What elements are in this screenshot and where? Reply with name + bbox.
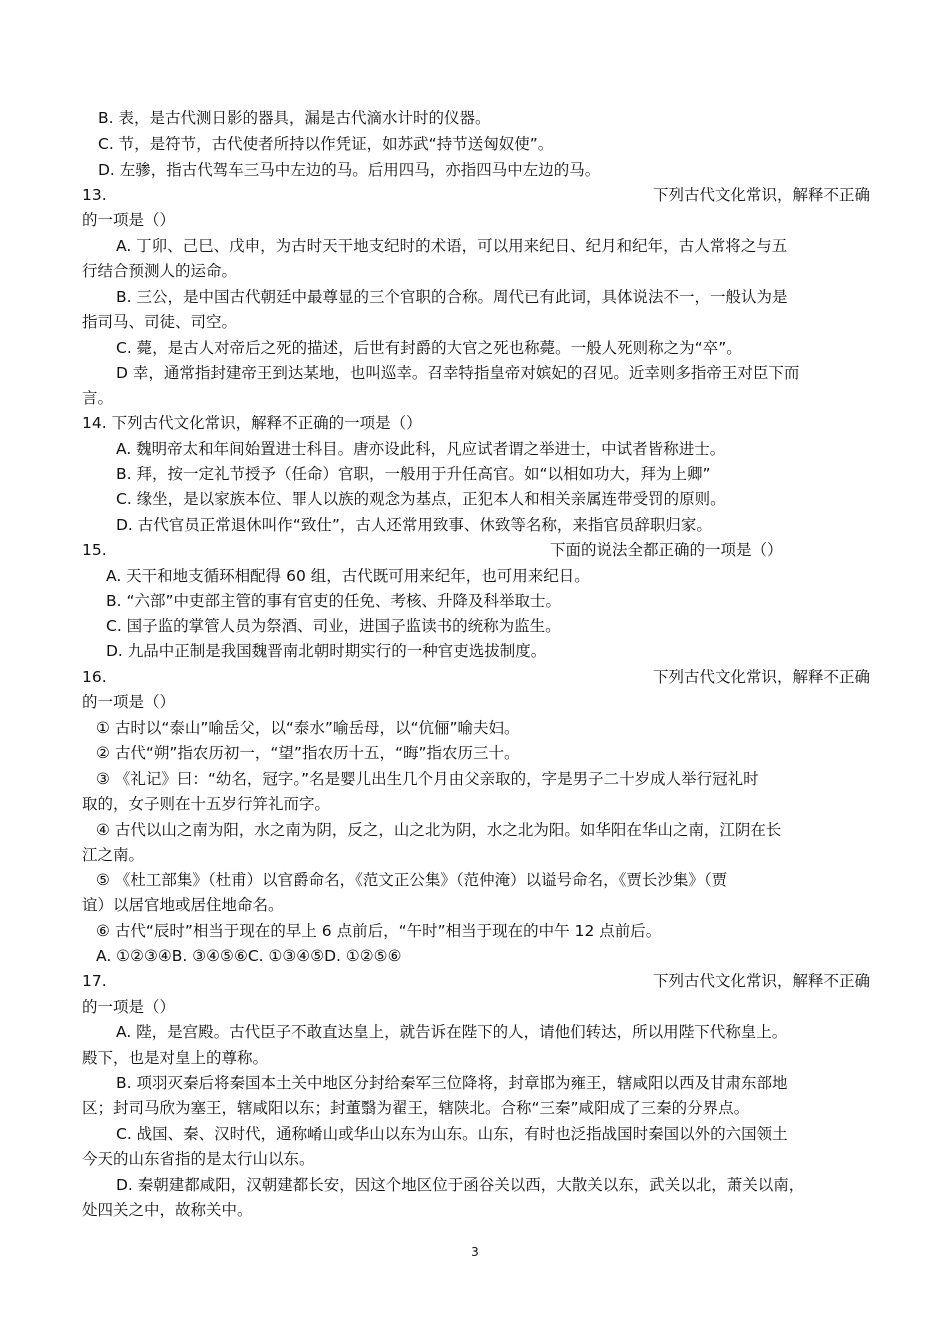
option-line: 言。: [82, 389, 114, 407]
option-line: A. 魏明帝太和年间始置进士科目。唐亦设此科，凡应试者谓之举进士，中试者皆称进士。: [116, 440, 726, 458]
option-line: A. 丁卯、己巳、戊申，为古时天干地支纪时的术语，可以用来纪日、纪月和纪年，古人常将之与五: [116, 237, 788, 255]
question-number: 17.: [82, 972, 107, 990]
question-prompt-line: 的一项是（）: [82, 693, 176, 711]
question-14-header: 14. 下列古代文化常识，解释不正确的一项是（）: [82, 414, 422, 432]
question-number: 15.: [82, 541, 107, 559]
option-line: D. 九品中正制是我国魏晋南北朝时期实行的一种官吏选拔制度。: [106, 642, 547, 660]
option-line: 今天的山东省指的是太行山以东。: [82, 1150, 315, 1168]
statement-line: ③ 《礼记》曰：“幼名，冠字。”名是婴儿出生几个月由父亲取的，字是男子二十岁成人举行冠礼时: [96, 770, 759, 788]
statement-line: ④ 古代以山之南为阳，水之南为阴，反之，山之北为阴，水之北为阳。如华阳在华山之南，江阴在长: [96, 821, 782, 839]
option-line: D. 左骖，指古代驾车三马中左边的马。后用四马，亦指四马中左边的马。: [98, 161, 601, 179]
question-prompt: 下列古代文化常识，解释不正确: [652, 972, 870, 990]
option-line: C. 节，是符节，古代使者所持以作凭证，如苏武“持节送匈奴使”。: [98, 135, 554, 153]
option-line: D. 秦朝建都咸阳，汉朝建都长安，因这个地区位于函谷关以西，大散关以东，武关以北，萧关以南，: [116, 1176, 805, 1194]
statement-line: ② 古代“朔”指农历初一，“望”指农历十五，“晦”指农历三十。: [96, 744, 520, 762]
statement-line: 江之南。: [82, 846, 145, 864]
option-line: 指司马、司徒、司空。: [82, 313, 238, 331]
statement-line: ⑤ 《杜工部集》（杜甫）以官爵命名，《范文正公集》（范仲淹）以谥号命名，《贾长沙集》（贾: [96, 871, 728, 889]
question-prompt-line: 的一项是（）: [82, 998, 176, 1016]
option-line: C. 缘坐，是以家族本位、罪人以族的观念为基点，正犯本人和相关亲属连带受罚的原则。: [116, 490, 726, 508]
question-number: 13.: [82, 186, 107, 204]
option-line: 殿下，也是对皇上的尊称。: [82, 1049, 269, 1067]
page-number: 3: [471, 1245, 479, 1259]
statement-line: 谊）以居官地或居住地命名。: [82, 896, 284, 914]
question-prompt: 下列古代文化常识，解释不正确: [652, 668, 870, 686]
option-line: A. 陛，是宫殿。古代臣子不敢直达皇上，就告诉在陛下的人，请他们转达，所以用陛下代称皇上。: [116, 1023, 788, 1041]
option-line: A. 天干和地支循环相配得 60 组，古代既可用来纪年，也可用来纪日。: [106, 567, 590, 585]
statement-line: ① 古时以“泰山”喻岳父，以“泰水”喻岳母，以“伉俪”喻夫妇。: [96, 719, 520, 737]
option-line: B. 表，是古代测日影的器具，漏是古代滴水计时的仪器。: [98, 109, 491, 127]
question-15-header: [82, 538, 870, 562]
option-line: D. 古代官员正常退休叫作“致仕”，古人还常用致事、休致等名称，来指官员辞职归家。: [116, 516, 712, 534]
option-line: B. 项羽灭秦后将秦国本土关中地区分封给秦军三位降将，封章邯为雍王，辖咸阳以西及甘肃东部地: [116, 1074, 788, 1092]
option-line: B. 拜，按一定礼节授予（任命）官职，一般用于升任高官。如“以相如功大，拜为上卿”: [116, 465, 711, 483]
option-line: 行结合预测人的运命。: [82, 262, 238, 280]
question-prompt: 下列古代文化常识，解释不正确: [652, 186, 870, 204]
option-line: C. 薨，是古人对帝后之死的描述，后世有封爵的大官之死也称薨。一般人死则称之为“卒”。: [116, 339, 742, 357]
option-line: 处四关之中，故称关中。: [82, 1201, 253, 1219]
question-number: 16.: [82, 668, 107, 686]
question-17-header: [82, 969, 870, 993]
statement-line: ⑥ 古代“辰时”相当于现在的早上 6 点前后，“午时”相当于现在的中午 12 点前后。: [96, 922, 662, 940]
option-line: 区；封司马欣为塞王，辖咸阳以东；封董翳为翟王，辖陕北。合称“三秦”咸阳成了三秦的分界点。: [82, 1099, 750, 1117]
statement-line: 取的，女子则在十五岁行笄礼而字。: [82, 795, 331, 813]
question-13-header: [82, 183, 870, 207]
question-prompt-line: 的一项是（）: [82, 211, 176, 229]
option-line: C. 战国、秦、汉时代，通称崤山或华山以东为山东。山东，有时也泛指战国时秦国以外的六国领土: [116, 1125, 788, 1143]
option-line: B. “六部”中吏部主管的事有官吏的任免、考核、升降及科举取士。: [106, 592, 562, 610]
question-prompt: 下面的说法全都正确的一项是（）: [550, 541, 783, 559]
option-line: B. 三公，是中国古代朝廷中最尊显的三个官职的合称。周代已有此词，具体说法不一，一般认为是: [116, 288, 788, 306]
question-16-header: [82, 665, 870, 689]
option-line: C. 国子监的掌管人员为祭酒、司业，进国子监读书的统称为监生。: [106, 617, 561, 635]
answer-choices: A. ①②③④B. ③④⑤⑥C. ①③④⑤D. ①②⑤⑥: [96, 947, 402, 965]
option-line: D 幸，通常指封建帝王到达某地，也叫巡幸。召幸特指皇帝对嫔妃的召见。近幸则多指帝王对臣下而: [116, 364, 800, 382]
